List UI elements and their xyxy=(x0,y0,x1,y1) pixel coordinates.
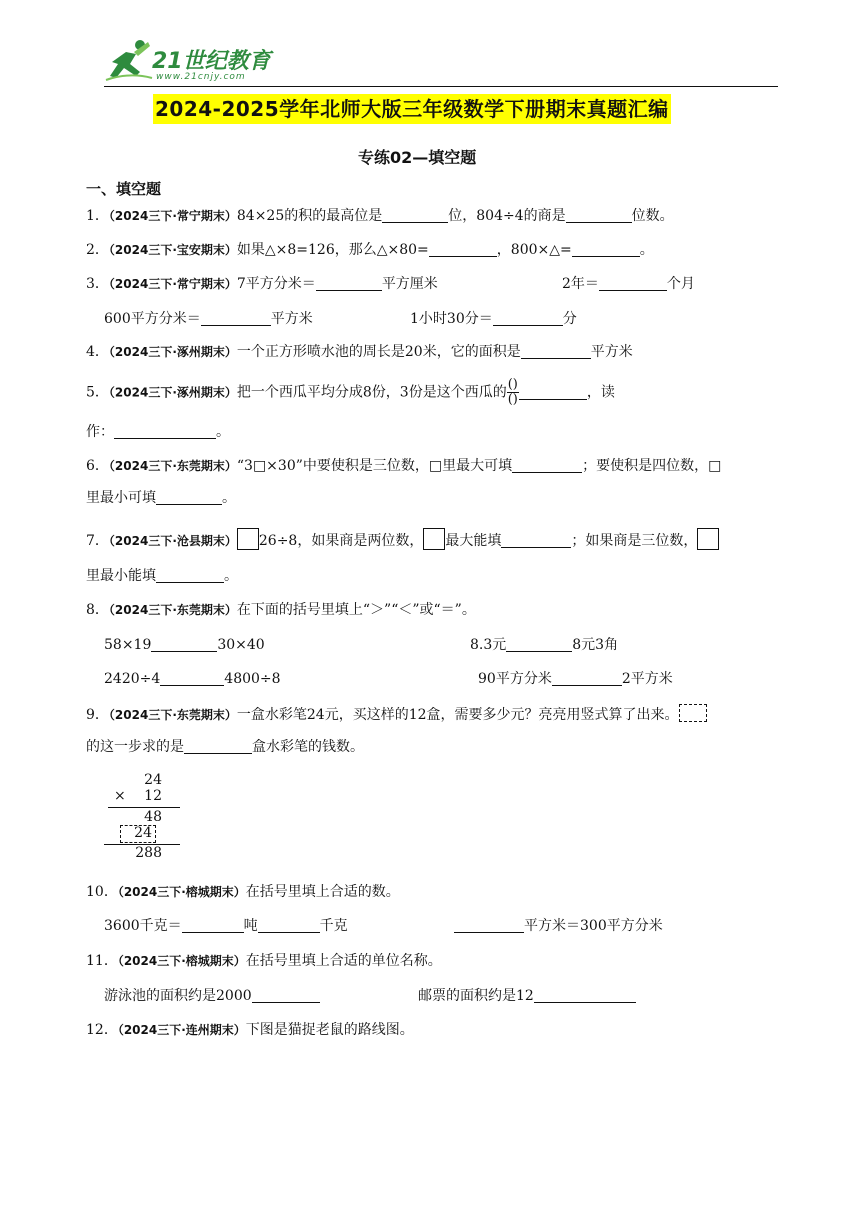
question-6-cont: 里最小可填 。 xyxy=(86,490,236,506)
answer-blank[interactable] xyxy=(534,988,636,1003)
answer-blank[interactable] xyxy=(512,458,582,473)
answer-blank[interactable] xyxy=(258,918,320,933)
vertical-multiplication xyxy=(104,772,180,862)
question-7-cont: 里最小能填 。 xyxy=(86,568,238,584)
question-11-part-b: 邮票的面积约是12 xyxy=(418,986,636,1006)
digit-box[interactable] xyxy=(697,528,719,550)
calc-partial-1: 48 xyxy=(144,809,162,825)
page-subtitle: 专练02—填空题 xyxy=(358,148,477,167)
question-8: 8．（2024三下·东莞期末）在下面的括号里填上“＞”“＜”或“＝”。 xyxy=(86,602,476,618)
question-3-part-b: 2年＝ 个月 xyxy=(562,276,695,292)
answer-blank[interactable] xyxy=(160,671,224,686)
question-10-part-a: 3600千克＝ 吨 千克 xyxy=(104,918,348,934)
answer-blank[interactable] xyxy=(156,490,222,505)
answer-blank[interactable] xyxy=(572,242,640,257)
logo xyxy=(104,38,279,84)
question-8-part-a: 58×19 30×40 xyxy=(104,637,265,653)
page-title: 2024-2025学年北师大版三年级数学下册期末真题汇编 xyxy=(153,94,671,124)
answer-blank[interactable] xyxy=(599,276,667,291)
answer-blank[interactable] xyxy=(566,208,632,223)
digit-box[interactable] xyxy=(423,528,445,550)
answer-blank[interactable] xyxy=(156,568,224,583)
answer-blank[interactable] xyxy=(382,208,448,223)
header-rule xyxy=(104,86,778,87)
answer-blank[interactable] xyxy=(429,242,497,257)
answer-blank[interactable] xyxy=(316,276,382,291)
question-4: 4．（2024三下·涿州期末）一个正方形喷水池的周长是20米，它的面积是 平方米 xyxy=(86,344,633,360)
calc-result: 288 xyxy=(135,845,162,861)
digit-box[interactable] xyxy=(237,528,259,550)
question-9: 9．（2024三下·东莞期末）一盒水彩笔24元，买这样的12盒，需要多少元？亮亮用竖式算了出来。 xyxy=(86,704,707,725)
question-12: 12．（2024三下·连州期末）下图是猫捉老鼠的路线图。 xyxy=(86,1022,414,1038)
question-3-part-d: 1小时30分＝ 分 xyxy=(410,311,577,327)
question-8-part-c: 2420÷4 4800÷8 xyxy=(104,671,281,687)
question-3: 3．（2024三下·常宁期末）7平方分米＝ 平方厘米 xyxy=(86,276,438,292)
answer-blank[interactable] xyxy=(182,918,244,933)
calc-top: 24 xyxy=(144,772,162,788)
question-3-part-c: 600平方分米＝ 平方米 xyxy=(104,311,313,327)
answer-blank[interactable] xyxy=(501,533,571,548)
question-2: 2．（2024三下·宝安期末）如果△×8=126，那么△×80= ，800×△= 。 xyxy=(86,242,654,258)
question-10: 10．（2024三下·榕城期末）在括号里填上合适的数。 xyxy=(86,884,400,900)
logo-main-text: 21世纪教育 xyxy=(152,49,271,74)
question-9-cont: 的这一步求的是 盒水彩笔的钱数。 xyxy=(86,739,364,755)
answer-blank[interactable] xyxy=(552,671,622,686)
answer-blank[interactable] xyxy=(521,344,591,359)
calc-partial-2: 24 xyxy=(134,825,152,841)
logo-url-text: www.21cnjy.com xyxy=(156,72,246,82)
answer-blank[interactable] xyxy=(252,988,320,1003)
question-1: 1．（2024三下·常宁期末）84×25的积的最高位是 位，804÷4的商是 位数。 xyxy=(86,208,674,224)
calc-operator: × xyxy=(114,788,126,804)
question-8-part-d: 90平方分米 2平方米 xyxy=(478,671,673,687)
question-5: 5．（2024三下·涿州期末）把一个西瓜平均分成8份，3份是这个西瓜的 $\frac{()}{()}$ ，读 xyxy=(86,377,615,407)
answer-blank[interactable] xyxy=(519,385,587,400)
question-7: 7．（2024三下·沧县期末） 26÷8，如果商是两位数， 最大能填 ；如果商是三位数， xyxy=(86,528,719,551)
section-heading: 一、填空题 xyxy=(86,180,162,198)
question-11: 11．（2024三下·榕城期末）在括号里填上合适的单位名称。 xyxy=(86,953,442,969)
question-5-cont: 作： 。 xyxy=(86,424,230,440)
question-11-part-a: 游泳池的面积约是2000 xyxy=(104,986,320,1006)
calc-multiplier: 12 xyxy=(144,788,162,804)
runner-logo-icon xyxy=(104,38,154,82)
calc-rule xyxy=(108,807,180,808)
answer-blank[interactable] xyxy=(114,424,216,439)
answer-blank[interactable] xyxy=(454,918,524,933)
question-10-part-b: 平方米＝300平方分米 xyxy=(454,916,663,936)
answer-blank[interactable] xyxy=(184,739,252,754)
answer-blank[interactable] xyxy=(201,311,271,326)
question-6: 6．（2024三下·东莞期末）“3□×30”中要使积是三位数，□里最大可填 ；要使积是四位数，□ xyxy=(86,458,722,474)
question-8-part-b: 8.3元 8元3角 xyxy=(470,637,619,653)
fraction[interactable]: $\frac{()}{()}$ xyxy=(507,377,518,407)
answer-blank[interactable] xyxy=(506,637,572,652)
answer-blank[interactable] xyxy=(493,311,563,326)
answer-blank[interactable] xyxy=(151,637,217,652)
dashed-box xyxy=(679,704,707,722)
